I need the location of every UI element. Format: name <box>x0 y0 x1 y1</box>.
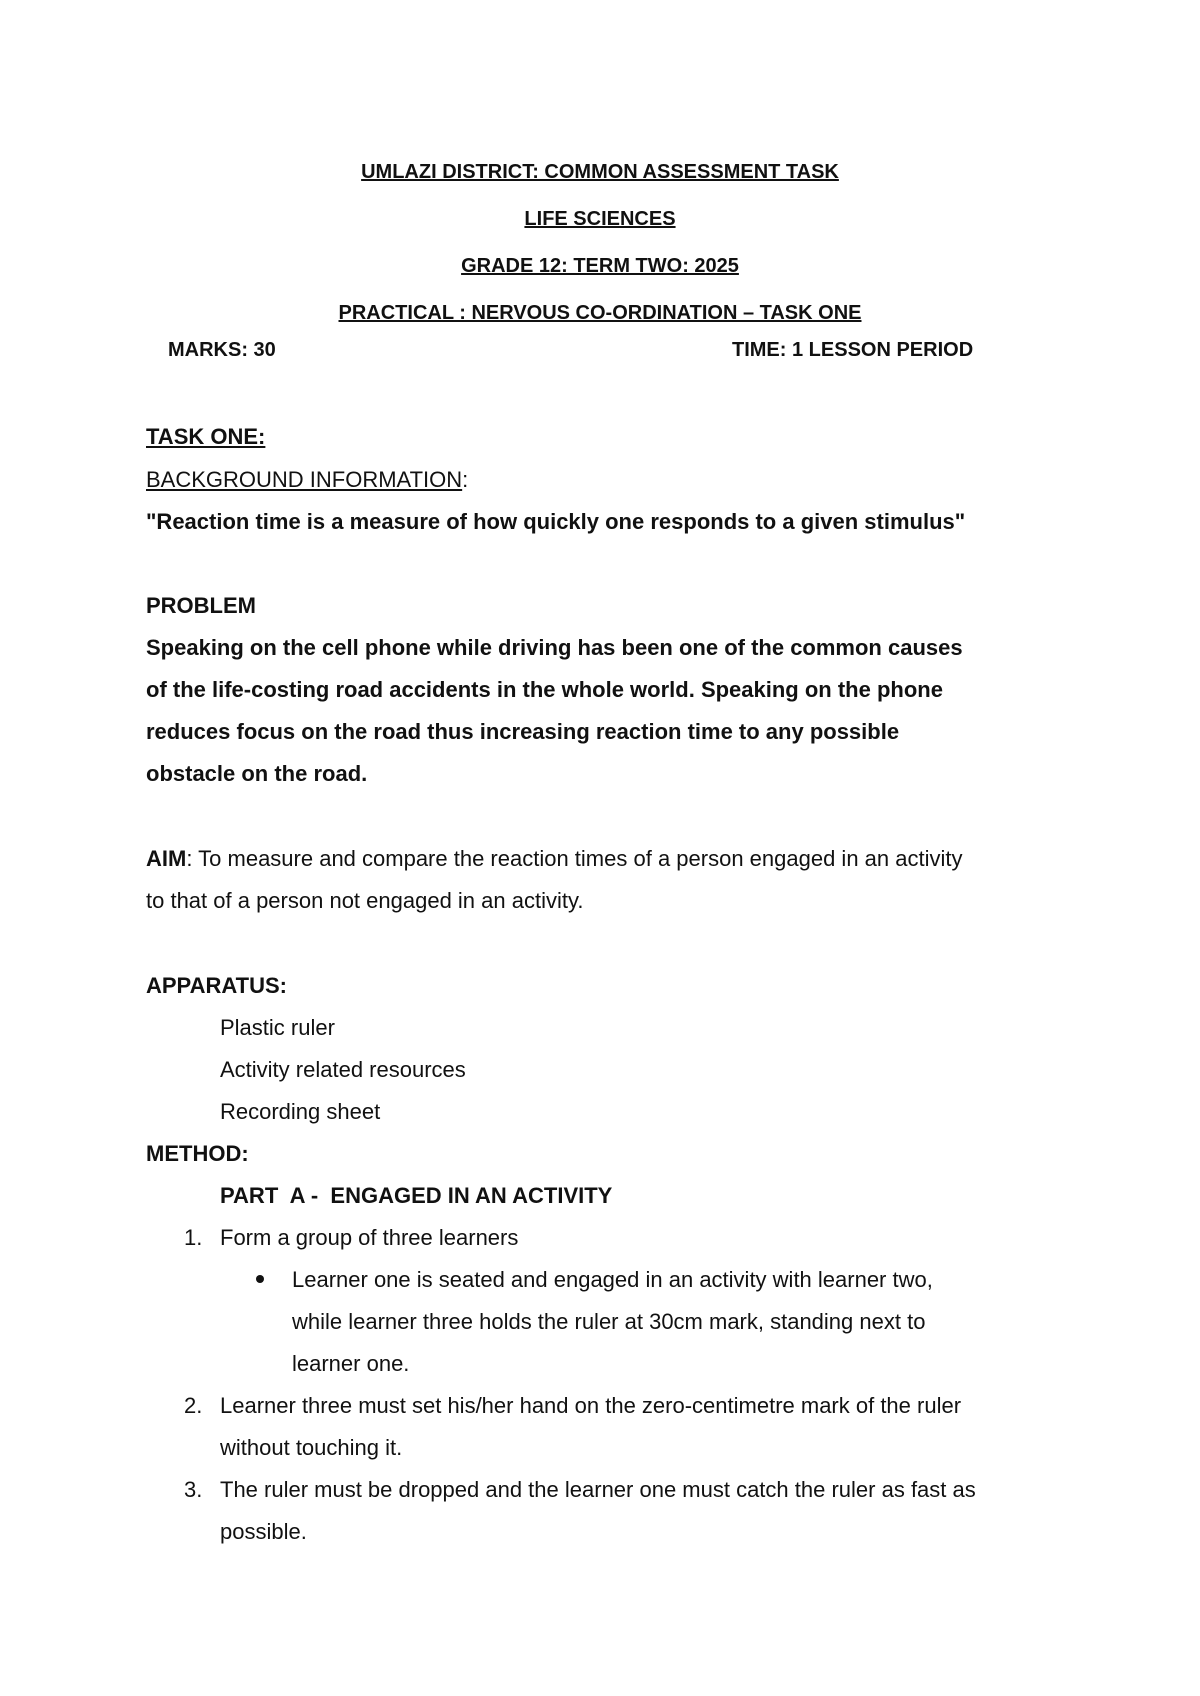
header-practical-title: PRACTICAL : NERVOUS CO-ORDINATION – TASK ONE <box>338 302 862 324</box>
step-number: 3. <box>184 1477 203 1502</box>
problem-line: Speaking on the cell phone while driving has been one of the common causes <box>146 635 963 660</box>
step-text: Learner three must set his/her hand on the zero-centimetre mark of the ruler <box>220 1393 962 1418</box>
background-label: BACKGROUND INFORMATION <box>146 467 463 492</box>
apparatus-item: Plastic ruler <box>220 1015 335 1040</box>
step-text: possible. <box>220 1519 307 1544</box>
apparatus-heading: APPARATUS: <box>146 973 287 998</box>
header-subject: LIFE SCIENCES <box>524 208 676 230</box>
bullet-text: learner one. <box>292 1351 410 1376</box>
problem-line: reduces focus on the road thus increasing reaction time to any possible <box>146 719 900 744</box>
step-text: Form a group of three learners <box>220 1225 519 1250</box>
header-grade-term: GRADE 12: TERM TWO: 2025 <box>461 255 739 277</box>
reaction-time-quote: "Reaction time is a measure of how quickly one responds to a given stimulus" <box>146 509 966 534</box>
problem-line: obstacle on the road. <box>146 761 368 786</box>
marks-label: MARKS: 30 <box>168 339 276 361</box>
background-colon: : <box>462 467 469 492</box>
step-number: 2. <box>184 1393 203 1418</box>
bullet-dot <box>256 1275 264 1283</box>
step-text: without touching it. <box>220 1435 403 1460</box>
aim-text: : To measure and compare the reaction times of a person engaged in an activity <box>186 846 963 871</box>
problem-heading: PROBLEM <box>146 593 256 618</box>
part-a-heading: PART A - ENGAGED IN AN ACTIVITY <box>220 1183 613 1208</box>
bullet-text: Learner one is seated and engaged in an activity with learner two, <box>292 1267 933 1292</box>
method-heading: METHOD: <box>146 1141 249 1166</box>
aim-label: AIM <box>146 846 187 871</box>
aim-line-2: to that of a person not engaged in an activity. <box>146 888 584 913</box>
aim-line <box>146 845 962 873</box>
step-number: 1. <box>184 1225 203 1250</box>
background-heading <box>146 466 468 494</box>
bullet-text: while learner three holds the ruler at 30cm mark, standing next to <box>292 1309 926 1334</box>
step-text: The ruler must be dropped and the learner one must catch the ruler as fast as <box>220 1477 976 1502</box>
header-district: UMLAZI DISTRICT: COMMON ASSESSMENT TASK <box>361 161 839 183</box>
apparatus-item: Activity related resources <box>220 1057 466 1082</box>
apparatus-item: Recording sheet <box>220 1099 381 1124</box>
task-heading: TASK ONE: <box>146 424 266 449</box>
time-label: TIME: 1 LESSON PERIOD <box>732 339 974 361</box>
problem-line: of the life-costing road accidents in the whole world. Speaking on the phone <box>146 677 943 702</box>
